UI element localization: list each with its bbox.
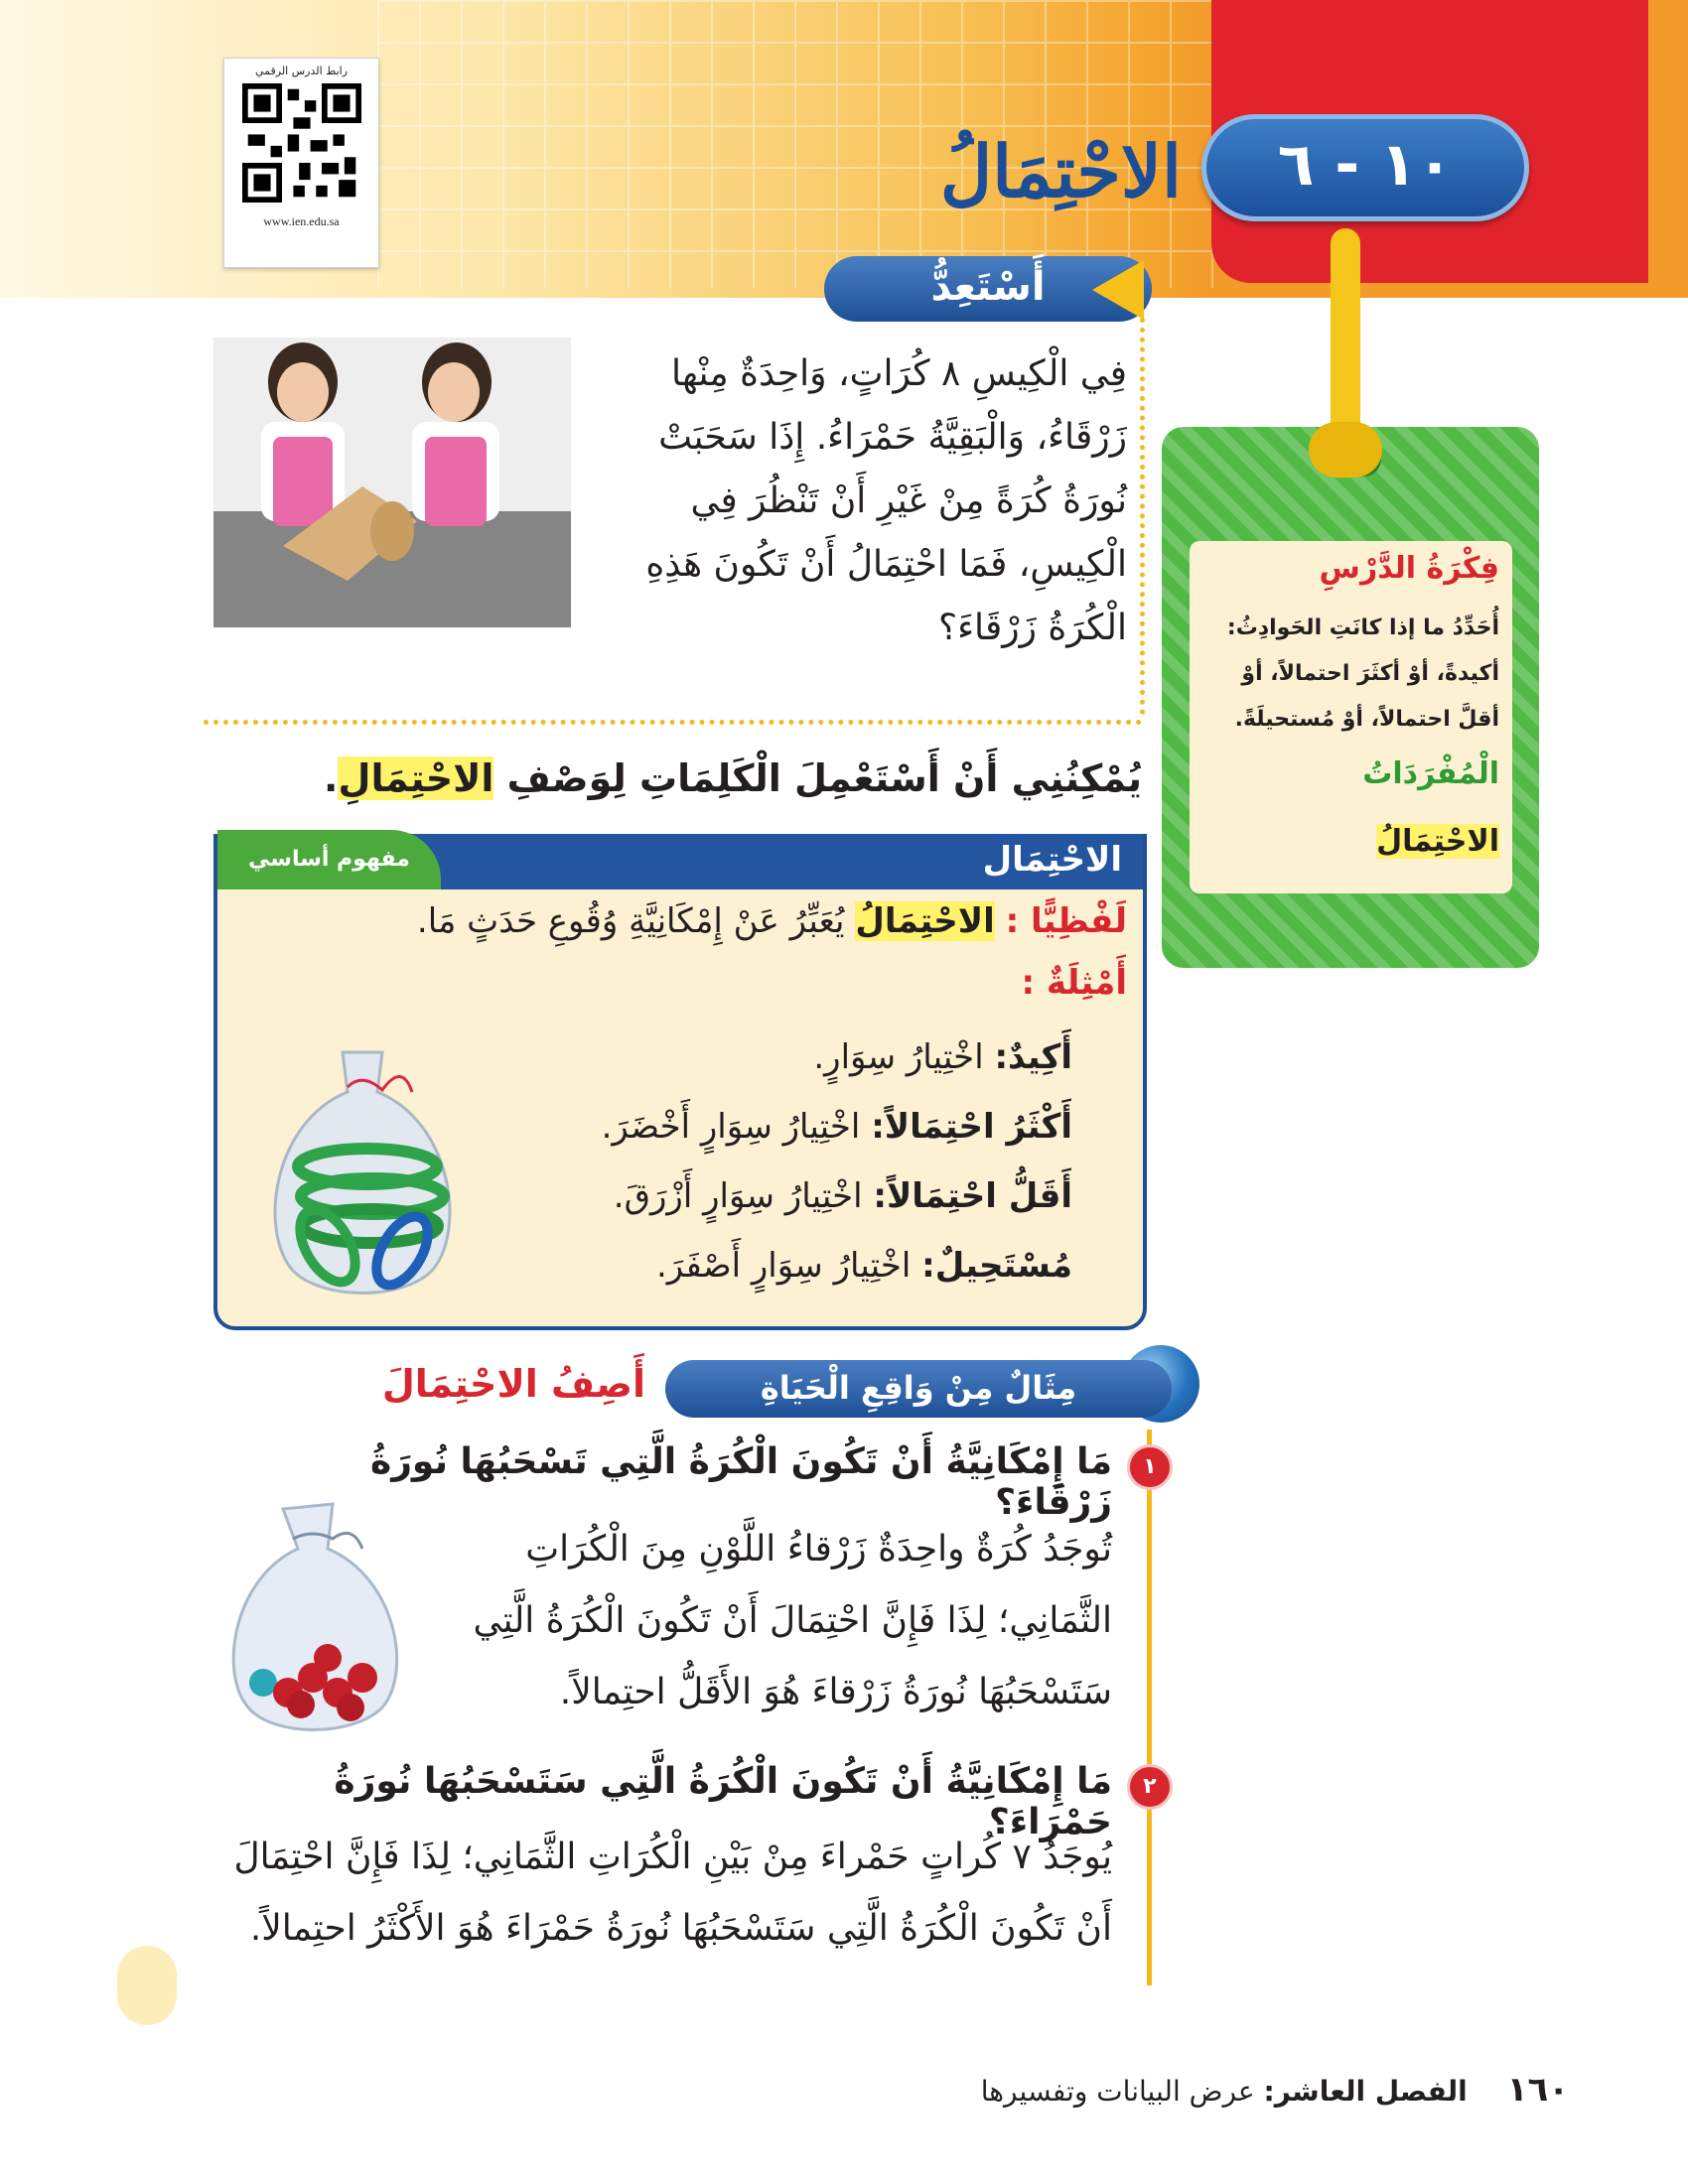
question-number: ٢: [1127, 1764, 1173, 1810]
example-term: أَكْثَرُ احْتِمَالاً:: [871, 1107, 1072, 1147]
chapter-label: الفصل العاشر:: [1263, 2075, 1468, 2108]
definition-label: لَفْظِيًّا :: [1005, 901, 1127, 941]
objective-end: .: [324, 756, 339, 800]
qr-card[interactable]: [223, 58, 379, 268]
example-item: [556, 1246, 1072, 1286]
chapter-title: عرض البيانات وتفسيرها: [980, 2075, 1264, 2108]
lesson-idea-title: فِكْرَةُ الدَّرْسِ: [1319, 551, 1499, 586]
prepare-text: فِي الْكِيسِ ٨ كُرَاتٍ، وَاحِدَةٌ مِنْها زَرْقَاءُ، وَالْبَقِيَّةُ حَمْرَاءُ. إِذَا سَحَبَتْ نُورَةُ كُرَةً مِنْ غَيْرِ أَنْ تَنْظُرَ فِي الْكِيسِ، فَمَا احْتِمَالُ أَنْ تَكُونَ هَذِهِ الْكُرَةُ زَرْقَاءَ؟: [645, 353, 1127, 648]
definition-term: الاحْتِمَالُ: [855, 901, 995, 941]
definition: [238, 901, 1127, 941]
question-1: مَا إِمْكَانِيَّةُ أَنْ تَكُونَ الْكُرَةُ الَّتِي تَسْحَبُهَا نُورَةُ زَرْقَاءَ؟: [369, 1441, 1112, 1523]
lesson-title: الاحْتِمَالُ: [939, 129, 1182, 213]
key-concept-tag: مفهوم أساسي: [217, 830, 441, 889]
qr-url[interactable]: www.ien.edu.sa: [263, 214, 340, 228]
publisher-logo: [117, 1946, 177, 2025]
example-text: اخْتِيارُ سِوَارٍ أَخْضَرَ.: [601, 1107, 872, 1147]
dotted-divider-vertical: [1140, 318, 1145, 715]
objective-highlight: الاحْتِمَالِ: [338, 756, 494, 800]
answer-1: تُوجَدُ كُرَةٌ واحِدَةٌ زَرْقاءُ اللَّوْنِ مِنَ الْكُرَاتِ الثَّمَانِي؛ لِذَا فَإِنَّ احْتِمَالَ أَنْ تَكُونَ الْكُرَةُ الَّتِي سَتَسْحَبُهَا نُورَةُ زَرْقاءَ هُوَ الأَقَلُّ احتِمالاً.: [473, 1529, 1112, 1712]
example-sidebar-line: [1147, 1430, 1152, 1985]
page-number: ١٦٠: [1506, 2070, 1569, 2110]
objective-text: يُمْكِنُنِي أَنْ أَسْتَعْمِلَ الْكَلِمَاتِ لِوَصْفِ: [493, 756, 1142, 800]
example-text: اخْتِيارُ سِوَارٍ.: [813, 1037, 995, 1077]
example-item: [556, 1107, 1072, 1147]
key-concept-title: الاحْتِمَال: [982, 840, 1122, 880]
example-text: اخْتِيارُ سِوَارٍ أَزْرَقَ.: [613, 1176, 874, 1216]
qr-code-icon: [242, 83, 361, 203]
real-life-topic: أَصِفُ الاحْتِمَالَ: [381, 1362, 645, 1406]
example-item: [556, 1176, 1072, 1216]
page-footer: [695, 2070, 1569, 2110]
example-term: مُسْتَحِيلٌ:: [921, 1246, 1072, 1286]
answer-2: يُوجَدُ ٧ كُراتٍ حَمْراءَ مِنْ بَيْنِ الْكُرَاتِ الثَّمَانِي؛ لِذَا فَإِنَّ احْتِمَالَ أَنْ تَكُونَ الْكُرَةُ الَّتِي سَتَسْحَبُهَا نُورَةُ حَمْرَاءَ هُوَ الأَكْثَرُ احتِمالاً.: [233, 1837, 1112, 1949]
example-term: أَقَلُّ احْتِمَالاً:: [873, 1176, 1072, 1216]
vocabulary-title: الْمُفْرَدَاتُ: [1362, 756, 1499, 791]
example-term: أَكِيدٌ:: [994, 1037, 1072, 1077]
definition-text: يُعَبِّرُ عَنْ إِمْكَانِيَّةِ وُقُوعِ حَدَثٍ مَا.: [416, 901, 856, 941]
lesson-number: ١٠ - ٦: [1201, 114, 1529, 221]
real-life-heading: مِثَالٌ مِنْ وَاقِعِ الْحَيَاةِ: [665, 1360, 1172, 1418]
dotted-divider-horizontal: [204, 720, 1142, 725]
girls-with-bag-photo: [213, 338, 571, 627]
balls-bag-image: [213, 1494, 417, 1737]
prepare-arrow-icon: [1092, 260, 1144, 320]
qr-label: رابط الدرس الرقمي: [254, 65, 349, 77]
question-2: مَا إِمْكَانِيَّةُ أَنْ تَكُونَ الْكُرَةُ الَّتِي سَتَسْحَبُهَا نُورَةُ حَمْرَاءَ؟: [334, 1761, 1112, 1843]
vocabulary-word: [1201, 824, 1499, 859]
prepare-heading: أَسْتَعِدُّ: [824, 256, 1152, 322]
rope-knot: [1309, 422, 1382, 478]
vocabulary-word-text: الاحْتِمَالُ: [1376, 824, 1499, 859]
bracelets-bag-image: [253, 1032, 472, 1300]
example-item: [556, 1037, 1072, 1077]
question-number: ١: [1127, 1444, 1173, 1490]
objective-statement: [228, 756, 1142, 800]
examples-title: أَمْثِلَةٌ :: [1021, 963, 1127, 1003]
example-text: اخْتِيارُ سِوَارٍ أَصْفَرَ.: [655, 1246, 922, 1286]
lesson-idea-text: أُحَدِّدُ ما إذا كانَتِ الحَوادِثُ: أكيدةً، أوْ أكثَرَ احتمالاً، أوْ أقلَّ احتمالاً، أوْ مُستحيلَةً.: [1226, 615, 1499, 732]
